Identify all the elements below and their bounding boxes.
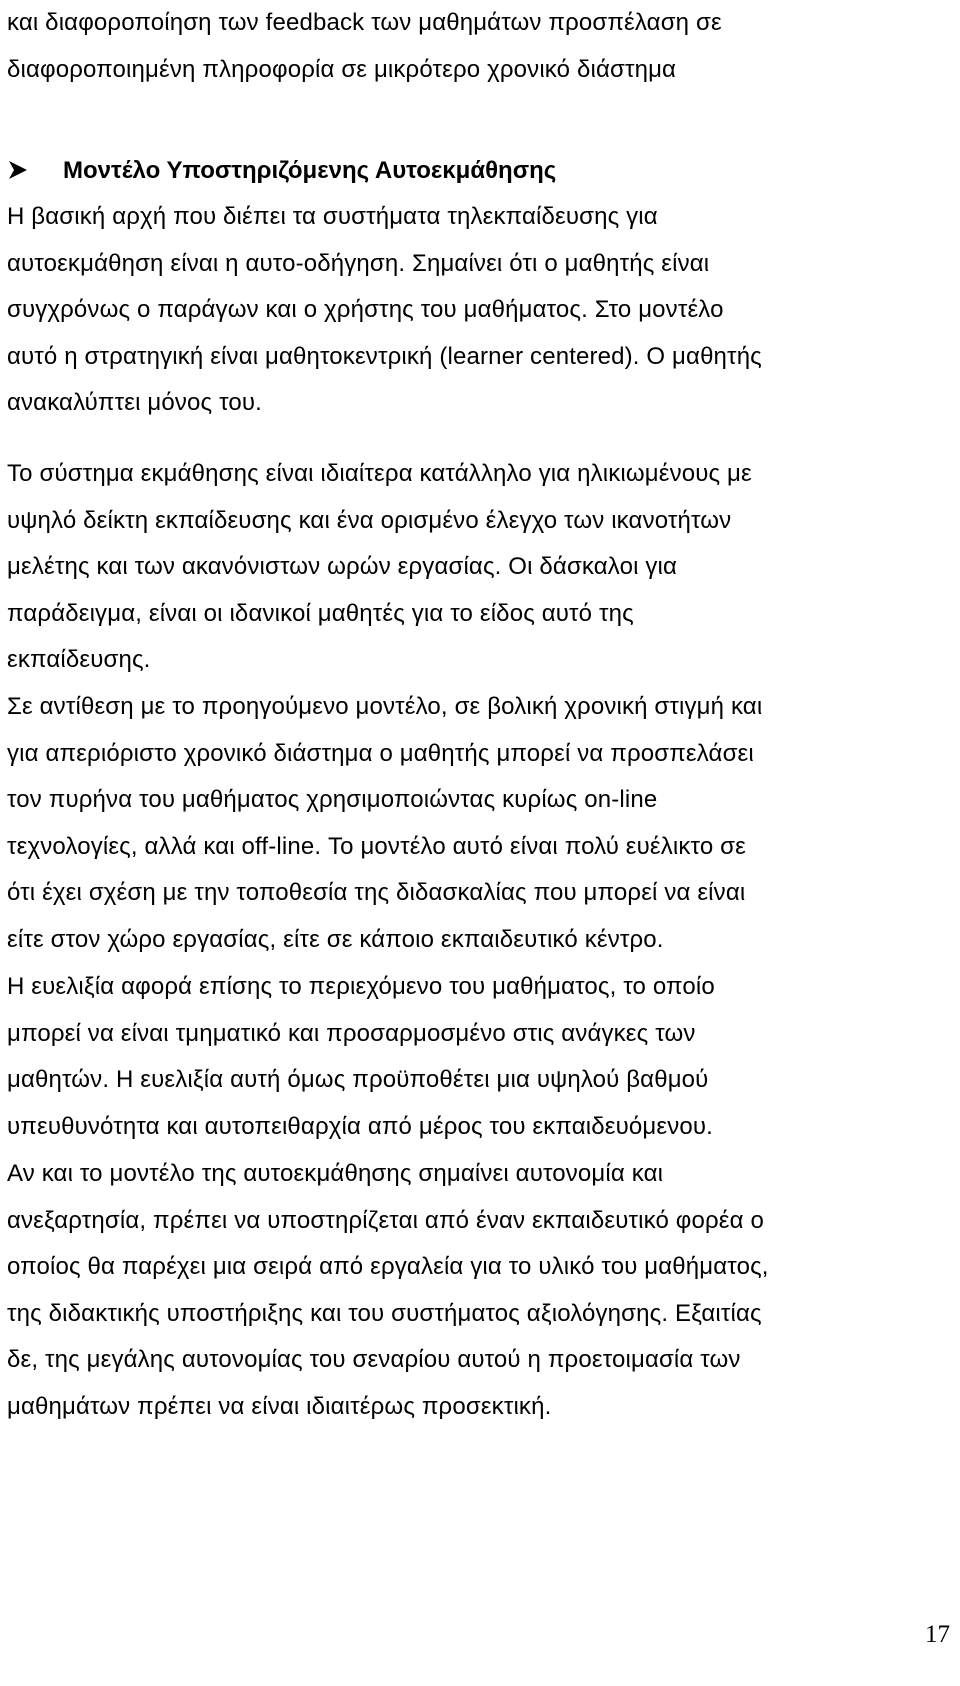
section-heading-row [7,148,952,194]
intro-paragraph: και διαφοροποίηση των feedback των μαθημάτων προσπέλαση σε διαφοροποιημένη πληροφορία σε μικρότερο χρονικό διάστημα [7,9,722,83]
paragraph-contrast-model: Σε αντίθεση με το προηγούμενο μοντέλο, σε βολική χρονική στιγμή και για απεριόριστο χρονικό διάστημα ο μαθητής μπορεί να προσπελάσει τον πυρήνα του μαθήματος χρησιμοποιώντας κυρίως on-line τεχνολογίες, αλλά και off-line. Το μοντέλο αυτό είναι πολύ ευέλικτο σε ότι έχει σχέση με την τοποθεσία της διδασκαλίας που μπορεί να είναι είτε στον χώρο εργασίας, είτε σε κάποιο εκπαιδευτικό κέντρο. [7,693,763,953]
page-number: 17 [925,1621,950,1648]
paragraph-self-direction: Η βασική αρχή που διέπει τα συστήματα τηλεκπαίδευσης για αυτοεκμάθηση είναι η αυτο-οδήγηση. Σημαίνει ότι ο μαθητής είναι συγχρόνως ο παράγων και ο χρήστης του μαθήματος. Στο μοντέλο αυτό η στρατηγική είναι μαθητοκεντρική (learner centered). Ο μαθητής ανακαλύπτει μόνος του. [7,203,762,417]
paragraph-autonomy: Αν και το μοντέλο της αυτοεκμάθησης σημαίνει αυτονομία και ανεξαρτησία, πρέπει να υποστηρίζεται από έναν εκπαιδευτικό φορέα ο οποίος θα παρέχει μια σειρά από εργαλεία για το υλικό του μαθήματος, της διδακτικής υποστήριξης και του συστήματος αξιολόγησης. Εξαιτίας δε, της μεγάλης αυτονομίας του σεναρίου αυτού η προετοιμασία των μαθημάτων πρέπει να είναι ιδιαιτέρως προσεκτική. [7,1160,769,1420]
section-heading: Μοντέλο Υποστηριζόμενης Αυτοεκμάθησης [63,157,557,184]
paragraph-flexibility: Η ευελιξία αφορά επίσης το περιεχόμενο του μαθήματος, το οποίο μπορεί να είναι τμηματικό και προσαρμοσμένο στις ανάγκες των μαθητών. Η ευελιξία αυτή όμως προϋποθέτει μια υψηλού βαθμού υπευθυνότητα και αυτοπειθαρχία από μέρος του εκπαιδευόμενου. [7,973,715,1140]
arrow-bullet-icon [7,148,63,194]
paragraph-learning-system: Το σύστημα εκμάθησης είναι ιδιαίτερα κατάλληλο για ηλικιωμένους με υψηλό δείκτη εκπαίδευσης και ένα ορισμένο έλεγχο των ικανοτήτων μελέτης και των ακανόνιστων ωρών εργασίας. Οι δάσκαλοι για παράδειγμα, είναι οι ιδανικοί μαθητές για το είδος αυτό της εκπαίδευσης. [7,460,752,674]
